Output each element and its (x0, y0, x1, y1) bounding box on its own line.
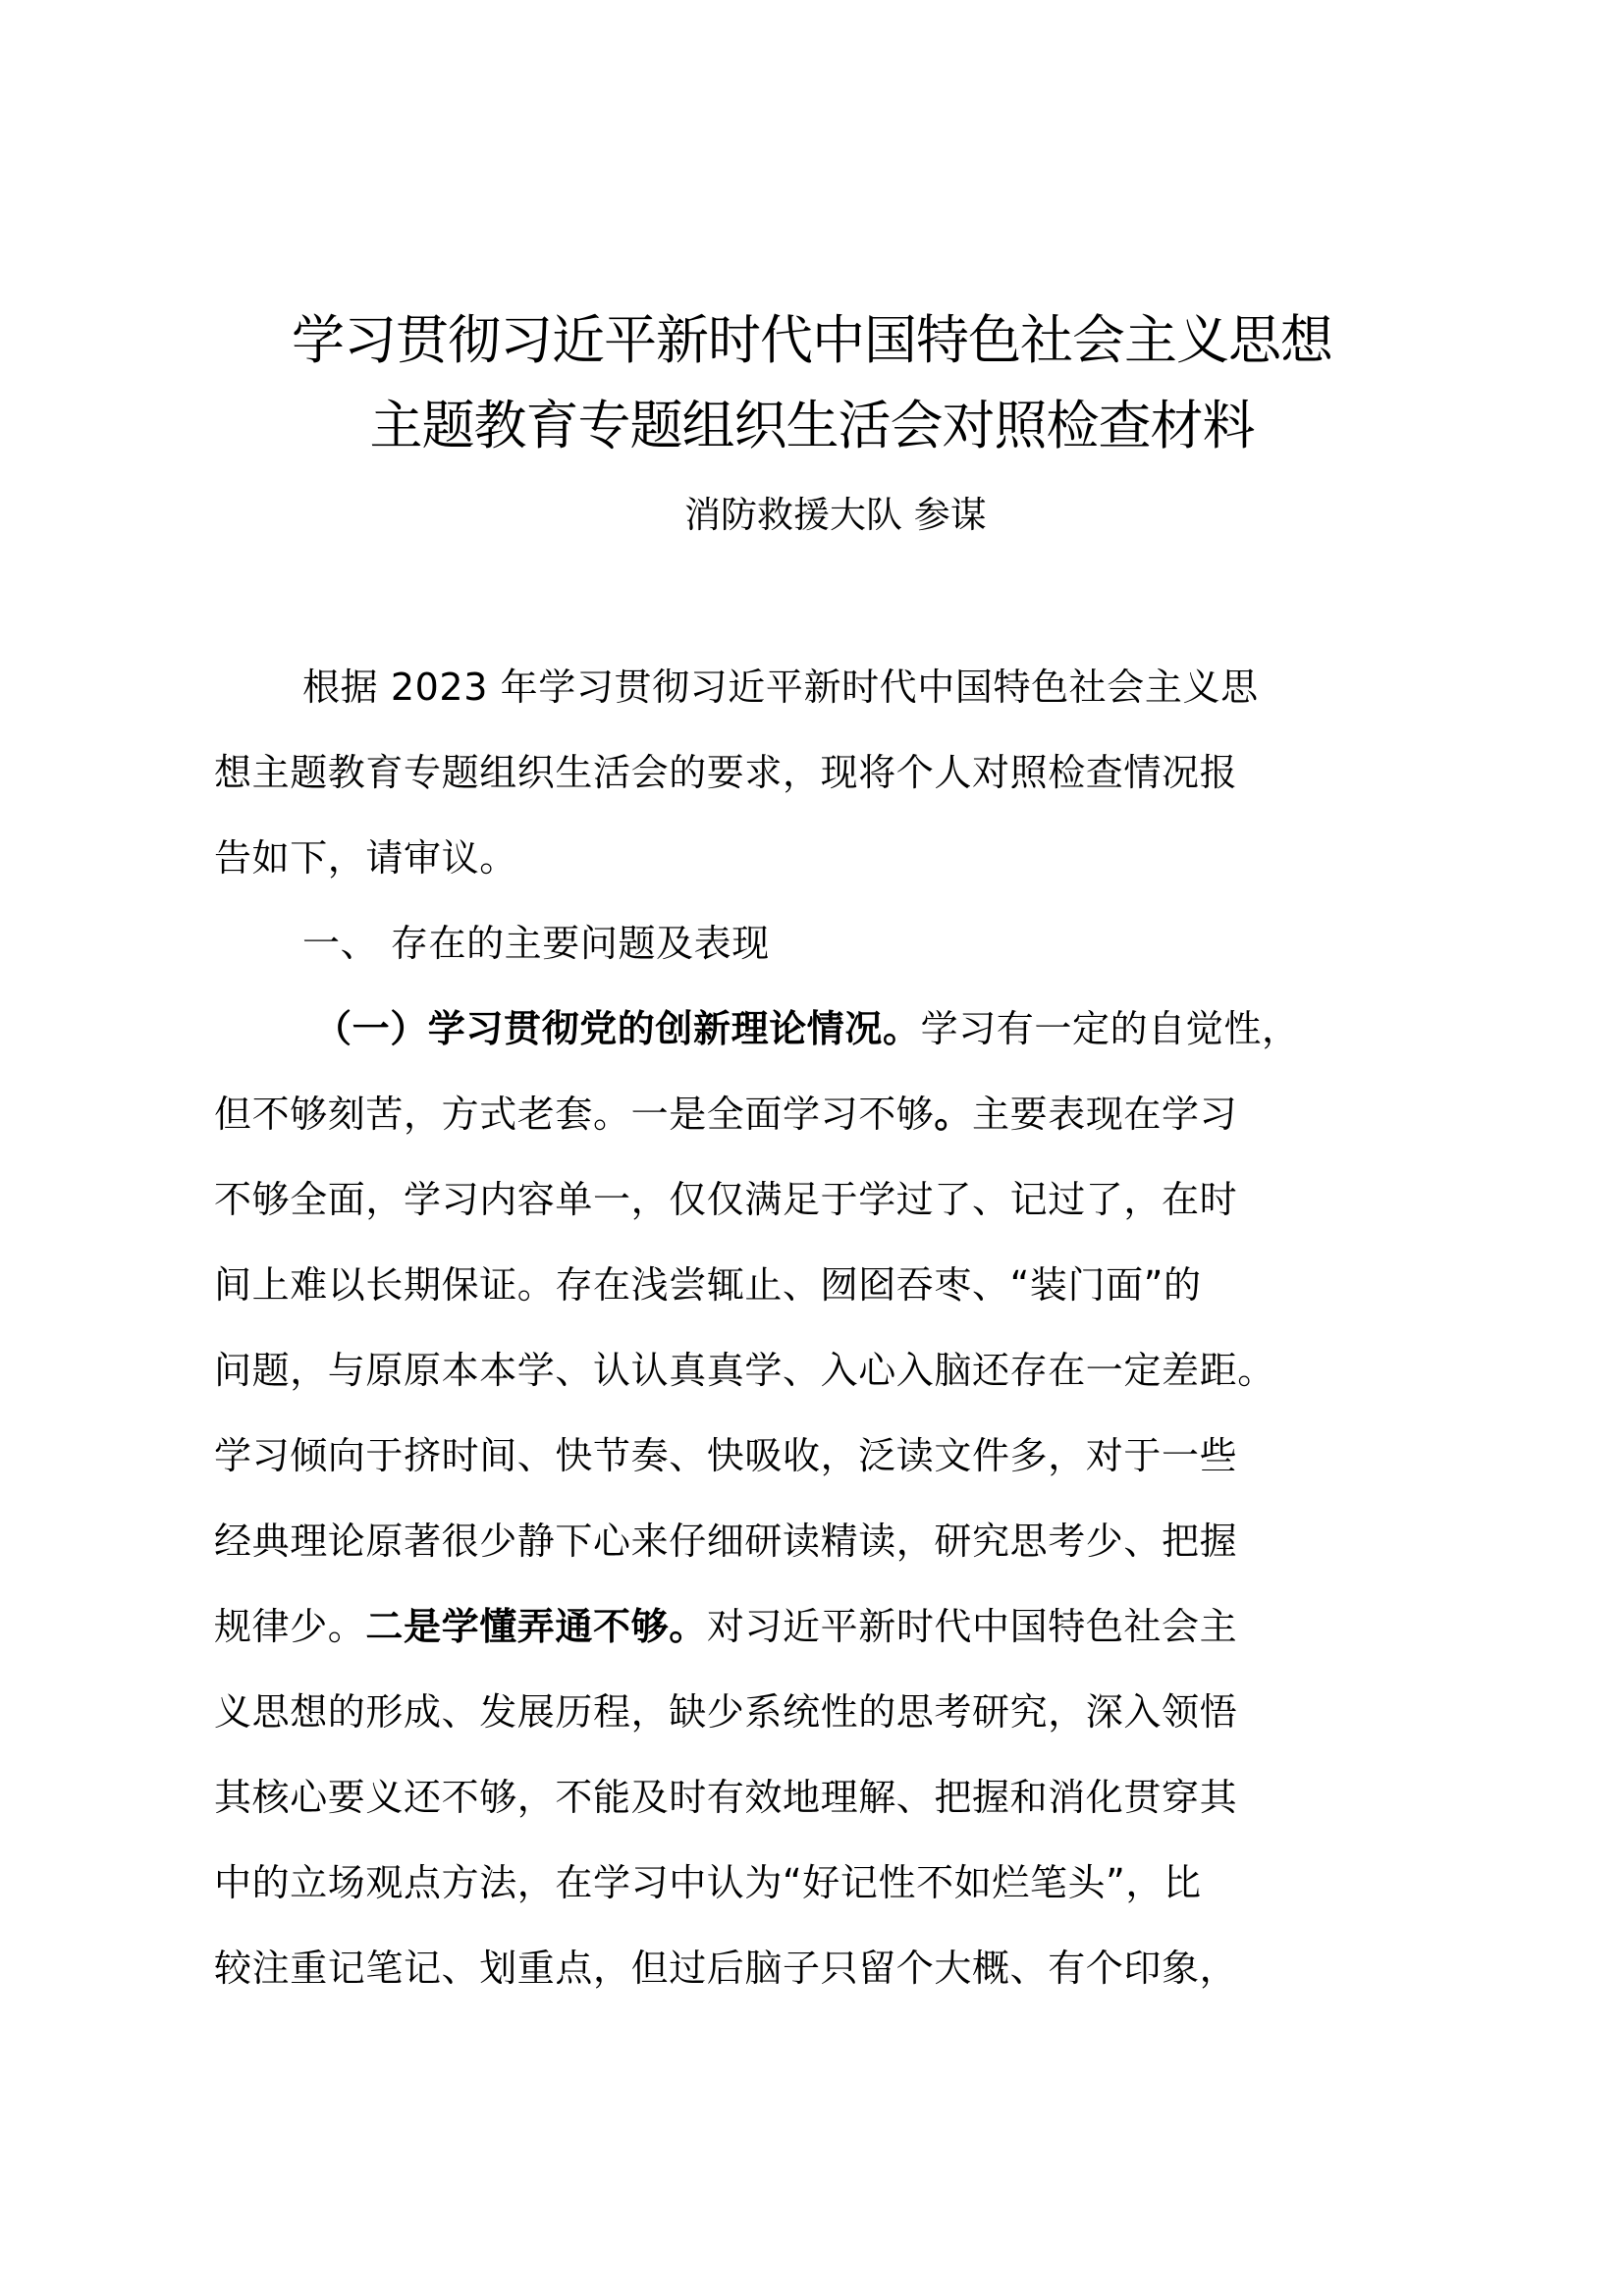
paragraph-line: 学习倾向于挤时间、快节奏、快吸收，泛读文件多，对于一些 (214, 1434, 1238, 1477)
paragraph-line-2 (214, 1090, 1237, 1139)
bold-period: 。 (934, 1093, 973, 1136)
paragraph-line-point-2 (214, 1602, 1237, 1651)
paragraph-line: 中的立场观点方法，在学习中认为“好记性不如烂笔头”，比 (214, 1861, 1202, 1904)
paragraph-line: 义思想的形成、发展历程，缺少系统性的思考研究，深入领悟 (214, 1690, 1238, 1734)
subsection-text: 学习有一定的自觉性， (920, 1007, 1300, 1050)
text-run: 规律少。 (214, 1605, 366, 1648)
paragraph-line: 其核心要义还不够，不能及时有效地理解、把握和消化贯穿其 (214, 1776, 1238, 1819)
document-title-line-2: 主题教育专题组织生活会对照检查材料 (369, 395, 1255, 456)
text-run: 但不够刻苦，方式老套。一是全面学习不够 (214, 1093, 935, 1136)
intro-line-3: 告如下，请审议。 (214, 836, 517, 880)
bold-point-heading: 二是学懂弄通不够。 (365, 1605, 707, 1648)
subsection-heading: （一）学习贯彻党的创新理论情况。 (314, 1007, 921, 1050)
paragraph-line: 间上难以长期保证。存在浅尝辄止、囫囵吞枣、“装门面”的 (214, 1263, 1202, 1307)
intro-line-1: 根据 2023 年学习贯彻习近平新时代中国特色社会主义思 (302, 666, 1259, 709)
paragraph-line: 问题，与原原本本学、认认真真学、入心入脑还存在一定差距。 (214, 1349, 1275, 1392)
document-title-line-1: 学习贯彻习近平新时代中国特色社会主义思想 (292, 309, 1332, 371)
paragraph-line: 不够全面，学习内容单一，仅仅满足于学过了、记过了，在时 (214, 1178, 1238, 1221)
document-author: 消防救援大队 参谋 (684, 494, 987, 536)
section-heading: 一、 存在的主要问题及表现 (302, 922, 770, 965)
subsection-line-1 (314, 1004, 1300, 1053)
paragraph-line: 较注重记笔记、划重点，但过后脑子只留个大概、有个印象， (214, 1947, 1238, 1990)
paragraph-line: 经典理论原著很少静下心来仔细研读精读，研究思考少、把握 (214, 1520, 1238, 1563)
intro-line-2: 想主题教育专题组织生活会的要求，现将个人对照检查情况报 (214, 751, 1238, 794)
text-run: 对习近平新时代中国特色社会主 (706, 1605, 1238, 1648)
text-run: 主要表现在学习 (972, 1093, 1238, 1136)
